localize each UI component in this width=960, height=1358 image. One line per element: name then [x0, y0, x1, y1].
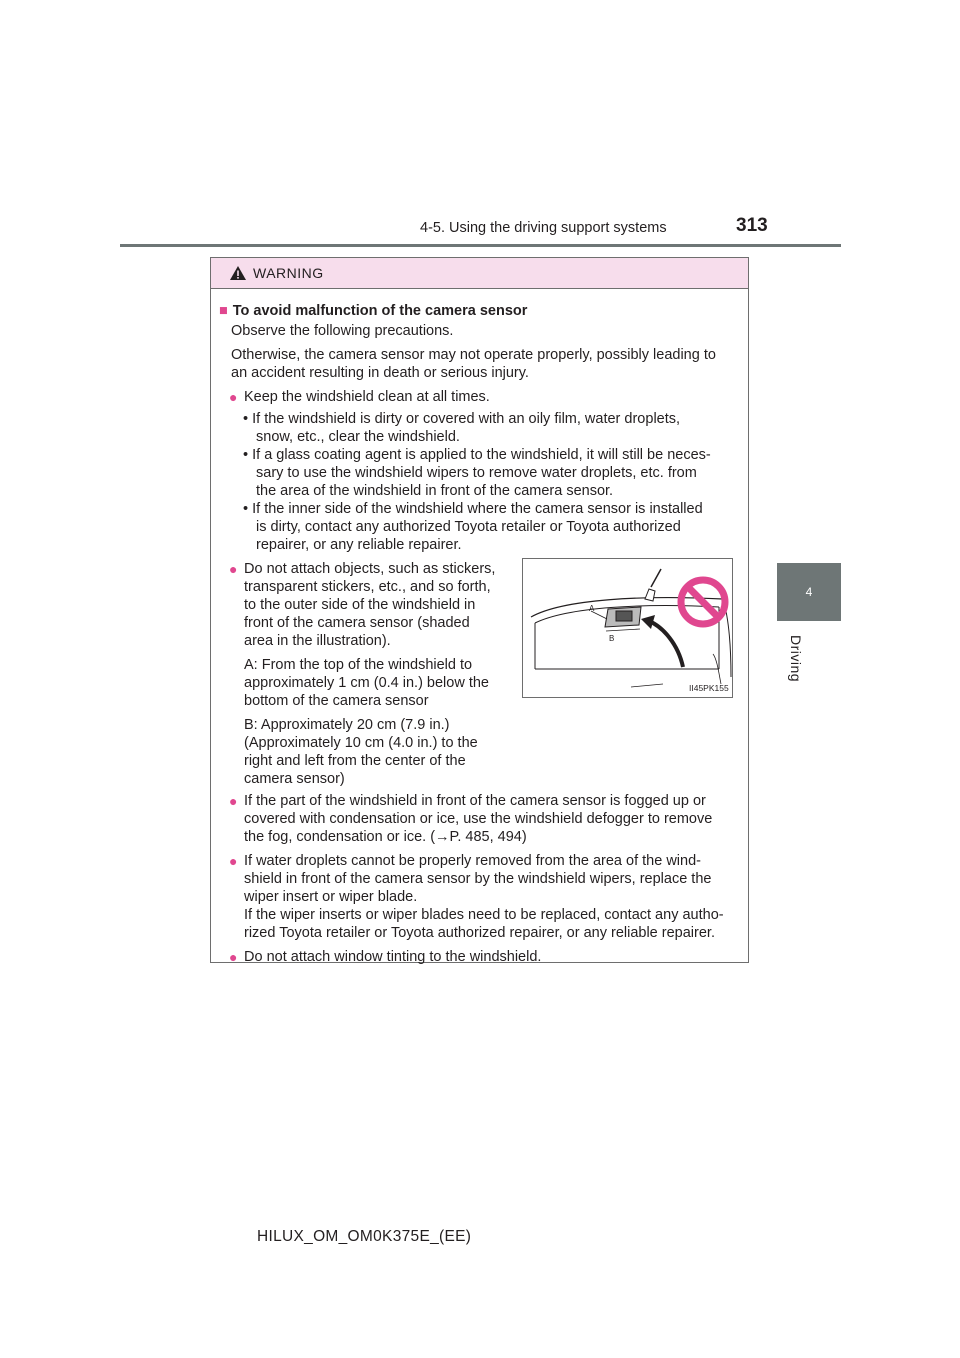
warning-header — [211, 258, 748, 289]
warning-triangle-icon — [229, 265, 247, 281]
warning-label: WARNING — [253, 265, 324, 281]
sub-bullet-text: is dirty, contact any authorized Toyota retailer or Toyota authorized — [256, 519, 681, 535]
intro-text: Observe the following precautions. — [231, 323, 454, 339]
bullet-text: the fog, condensation or ice. (→P. 485, 494) — [244, 829, 527, 845]
bullet-text: Do not attach objects, such as stickers, — [244, 561, 496, 577]
square-bullet-icon: ■ — [219, 303, 228, 319]
bullet-text: transparent stickers, etc., and so forth, — [244, 579, 491, 595]
page-number: 313 — [736, 215, 768, 236]
bullet-text: shield in front of the camera sensor by the windshield wipers, replace the — [244, 871, 712, 887]
note-a-text: approximately 1 cm (0.4 in.) below the — [244, 675, 489, 691]
note-b-text: right and left from the center of the — [244, 753, 466, 769]
sub-bullet-text: • If the inner side of the windshield where the camera sensor is installed — [243, 501, 703, 517]
bullet-text: to the outer side of the windshield in — [244, 597, 476, 613]
sub-bullet-text: snow, etc., clear the windshield. — [256, 429, 460, 445]
bullet-text: Keep the windshield clean at all times. — [244, 389, 490, 405]
bullet-icon: ● — [229, 949, 238, 965]
chapter-number: 4 — [805, 585, 813, 599]
document-footer: HILUX_OM_OM0K375E_(EE) — [257, 1228, 472, 1245]
note-a-text: bottom of the camera sensor — [244, 693, 429, 709]
label-b: B — [609, 634, 615, 643]
bullet-text: If the part of the windshield in front of the camera sensor is fogged up or — [244, 793, 706, 809]
bullet-icon: ● — [229, 389, 238, 405]
bullet-icon: ● — [229, 793, 238, 809]
bullet-icon: ● — [229, 561, 238, 577]
figure-code: II45PK155 — [689, 683, 729, 693]
intro-text: Otherwise, the camera sensor may not operate properly, possibly leading to — [231, 347, 716, 363]
header-divider — [120, 244, 841, 247]
bullet-text: If the wiper inserts or wiper blades need to be replaced, contact any autho- — [244, 907, 724, 923]
bullet-text: If water droplets cannot be properly removed from the area of the wind- — [244, 853, 701, 869]
bullet-text: rized Toyota retailer or Toyota authorized repairer, or any reliable repairer. — [244, 925, 715, 941]
bullet-text: covered with condensation or ice, use the windshield defogger to remove — [244, 811, 713, 827]
sub-bullet-text: the area of the windshield in front of the camera sensor. — [256, 483, 614, 499]
note-b-text: B: Approximately 20 cm (7.9 in.) — [244, 717, 450, 733]
note-b-text: camera sensor) — [244, 771, 345, 787]
intro-text: an accident resulting in death or serious injury. — [231, 365, 529, 381]
note-a-text: A: From the top of the windshield to — [244, 657, 473, 673]
note-b-text: (Approximately 10 cm (4.0 in.) to the — [244, 735, 478, 751]
bullet-text: front of the camera sensor (shaded — [244, 615, 470, 631]
section-title: 4-5. Using the driving support systems — [420, 220, 667, 236]
bullet-text: Do not attach window tinting to the windshield. — [244, 949, 542, 965]
warning-section-title — [219, 302, 527, 320]
bullet-icon: ● — [229, 853, 238, 869]
chapter-label: Driving — [788, 635, 804, 683]
label-a: A — [589, 604, 595, 613]
bullet-text: wiper insert or wiper blade. — [244, 889, 418, 905]
windshield-diagram — [523, 559, 732, 697]
sub-bullet-text: • If the windshield is dirty or covered with an oily film, water droplets, — [243, 411, 681, 427]
windshield-illustration — [522, 558, 733, 698]
warning-title-text: To avoid malfunction of the camera sensor — [232, 303, 528, 319]
bullet-text: area in the illustration). — [244, 633, 391, 649]
sub-bullet-text: sary to use the windshield wipers to remove water droplets, etc. from — [256, 465, 697, 481]
chapter-tab — [777, 563, 841, 621]
sub-bullet-text: repairer, or any reliable repairer. — [256, 537, 462, 553]
sub-bullet-text: • If a glass coating agent is applied to the windshield, it will still be neces- — [243, 447, 711, 463]
